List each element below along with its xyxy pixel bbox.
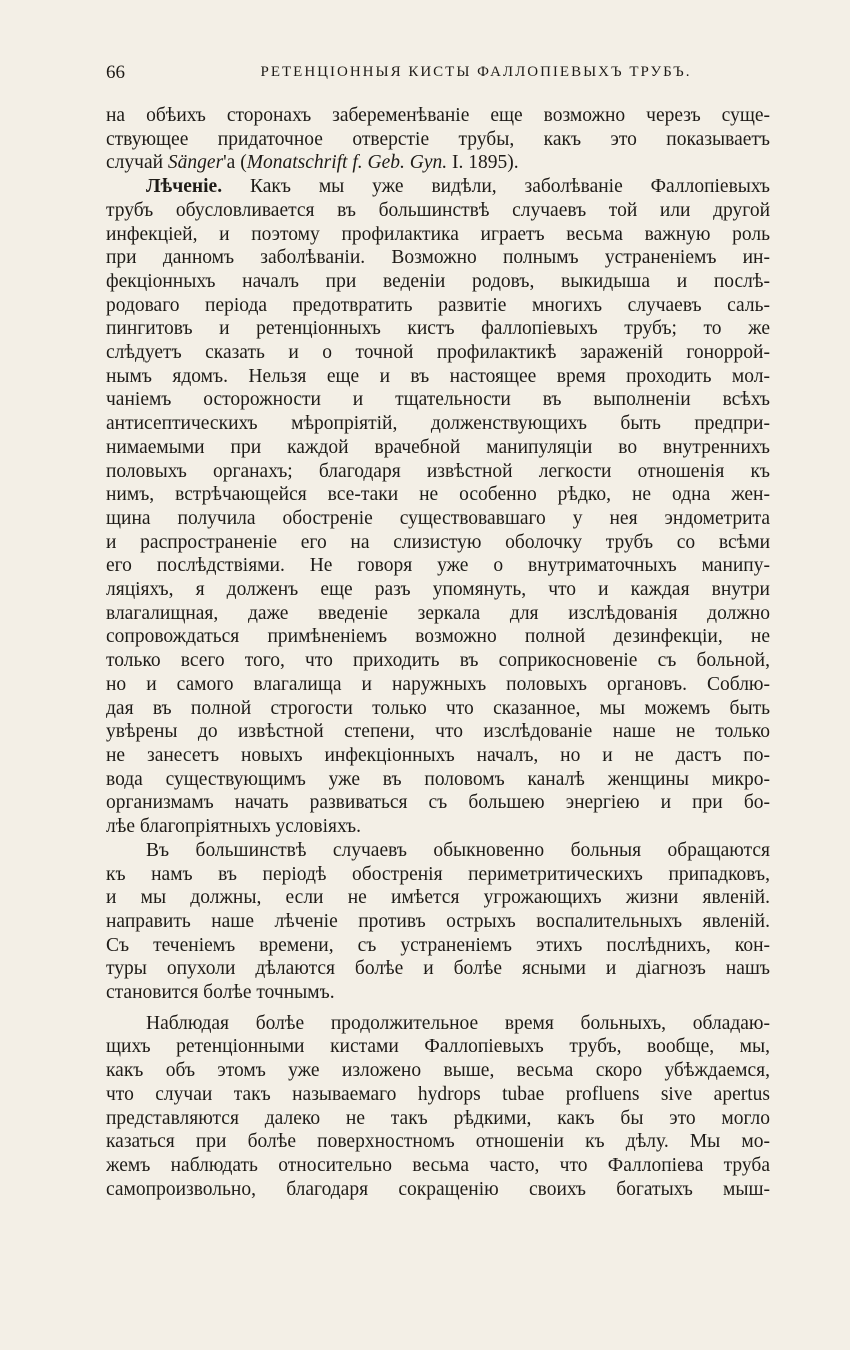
lead-text: Какъ мы уже видѣли, заболѣваніе Фаллопіевыхъ	[222, 176, 770, 198]
text-line: влагалищная, даже введеніе зеркала для изслѣдованія должно	[106, 602, 770, 624]
text-line: Въ большинствѣ случаевъ обыкновенно больныя обращаются	[146, 839, 770, 861]
text-line: антисептическихъ мѣропріятій, долженствующихъ быть предпри-	[106, 413, 770, 435]
text-line: жемъ наблюдать относительно весьма часто, что Фаллопіева труба	[106, 1154, 770, 1176]
text-line: дая въ полной строгости только что сказанное, мы можемъ быть	[106, 697, 770, 719]
text-line: и распространеніе его на слизистую оболочку трубъ со всѣми	[106, 531, 770, 553]
text-line: фекціонныхъ началъ при веденіи родовъ, выкидыша и послѣ-	[106, 270, 770, 292]
text-line: что случаи такъ называемаго hydrops tubae profluens sive apertus	[106, 1083, 770, 1105]
text-line: лѣе благопріятныхъ условіяхъ.	[106, 816, 361, 838]
text-line: нымъ ядомъ. Нельзя еще и въ настоящее время проходить мол-	[106, 365, 770, 387]
text-line: увѣрены до извѣстной степени, что изслѣдованіе наше не только	[106, 721, 770, 743]
text-line: нимъ, встрѣчающейся все-таки не особенно рѣдко, не одна жен-	[106, 484, 770, 506]
text-line: становится болѣе точнымъ.	[106, 982, 335, 1004]
page-body	[106, 104, 770, 1201]
text-line: организмамъ начать развиваться съ большею энергіею и при бо-	[106, 792, 770, 814]
citation-pre: случай	[106, 152, 168, 174]
text-line: самопроизвольно, благодаря сокращенію своихъ богатыхъ мыш-	[106, 1178, 770, 1200]
text-line: инфекціей, и поэтому профилактика играетъ весьма важную роль	[106, 223, 770, 245]
text-line: родоваго періода предотвратить развитіе многихъ случаевъ саль-	[106, 294, 770, 316]
citation-mid: 'а (	[223, 152, 247, 174]
text-line: направить наше лѣченіе противъ острыхъ воспалительныхъ явленій.	[106, 910, 770, 932]
text-line-citation	[106, 151, 770, 175]
text-line: чаніемъ осторожности и тщательности въ выполненіи всѣхъ	[106, 389, 770, 411]
text-line: и мы должны, если не имѣется угрожающихъ жизни явленій.	[106, 887, 770, 909]
text-line: щина получила обостреніе существовавшаго у нея эндометрита	[106, 507, 770, 529]
citation-journal: Monatschrift f. Geb. Gyn.	[246, 152, 448, 174]
text-line: туры опухоли дѣлаются болѣе и болѣе ясными и діагнозъ нашъ	[106, 958, 770, 980]
text-line: только всего того, что приходить въ соприкосновеніе съ больной,	[106, 650, 770, 672]
citation-post: I. 1895).	[447, 152, 519, 174]
text-line: Съ теченіемъ времени, съ устраненіемъ этихъ послѣднихъ, кон-	[106, 934, 770, 956]
paragraph-3	[106, 839, 770, 1005]
running-title: РЕТЕНЦІОННЫЯ КИСТЫ ФАЛЛОПІЕВЫХЪ ТРУБЪ.	[260, 64, 692, 80]
text-line: на обѣихъ сторонахъ забеременѣваніе еще возможно черезъ суще-	[106, 105, 770, 126]
text-line-lead	[106, 175, 770, 199]
text-line: при данномъ заболѣваніи. Возможно полнымъ устраненіемъ ин-	[106, 247, 770, 269]
page-number: 66	[106, 62, 125, 83]
text-line: Наблюдая болѣе продолжительное время больныхъ, обладаю-	[146, 1012, 770, 1034]
text-line: какъ объ этомъ уже изложено выше, весьма скоро убѣждаемся,	[106, 1060, 770, 1082]
text-line: вода существующимъ уже въ половомъ каналѣ женщины микро-	[106, 768, 770, 790]
paragraph-2	[106, 175, 770, 839]
text-line: представляются далеко не такъ рѣдкими, какъ бы это могло	[106, 1107, 770, 1129]
paragraph-1	[106, 104, 770, 175]
page-header	[106, 58, 786, 88]
text-line: ствующее придаточное отверстіе трубы, какъ это показываетъ	[106, 128, 770, 150]
text-line: щихъ ретенціонными кистами Фаллопіевыхъ трубъ, вообще, мы,	[106, 1036, 770, 1058]
text-line: слѣдуетъ сказать и о точной профилактикѣ зараженій гоноррой-	[106, 342, 770, 364]
section-heading: Лѣченіе.	[146, 176, 223, 198]
text-line: половыхъ органахъ; благодаря извѣстной легкости отношенія къ	[106, 460, 770, 482]
text-line: но и самого влагалища и наружныхъ половыхъ органовъ. Соблю-	[106, 673, 770, 695]
text-line: ляціяхъ, я долженъ еще разъ упомянуть, что и каждая внутри	[106, 579, 770, 601]
text-line: сопровождаться примѣненіемъ возможно полной дезинфекціи, не	[106, 626, 770, 648]
text-line: казаться при болѣе поверхностномъ отношеніи къ дѣлу. Мы мо-	[106, 1131, 770, 1153]
text-line: его послѣдствіями. Не говоря уже о внутриматочныхъ манипу-	[106, 555, 770, 577]
paragraph-4	[106, 1012, 770, 1202]
text-line: пингитовъ и ретенціонныхъ кистъ фаллопіевыхъ трубъ; то же	[106, 318, 770, 340]
text-line: не занесетъ новыхъ инфекціонныхъ началъ, но и не дастъ по-	[106, 744, 770, 766]
text-line: трубъ обусловливается въ большинствѣ случаевъ той или другой	[106, 199, 770, 221]
text-line: нимаемыми при каждой врачебной манипуляціи во внутреннихъ	[106, 436, 770, 458]
citation-author: Sänger	[167, 152, 224, 174]
text-line: къ намъ въ періодѣ обостренія периметритическихъ припадковъ,	[106, 863, 770, 885]
